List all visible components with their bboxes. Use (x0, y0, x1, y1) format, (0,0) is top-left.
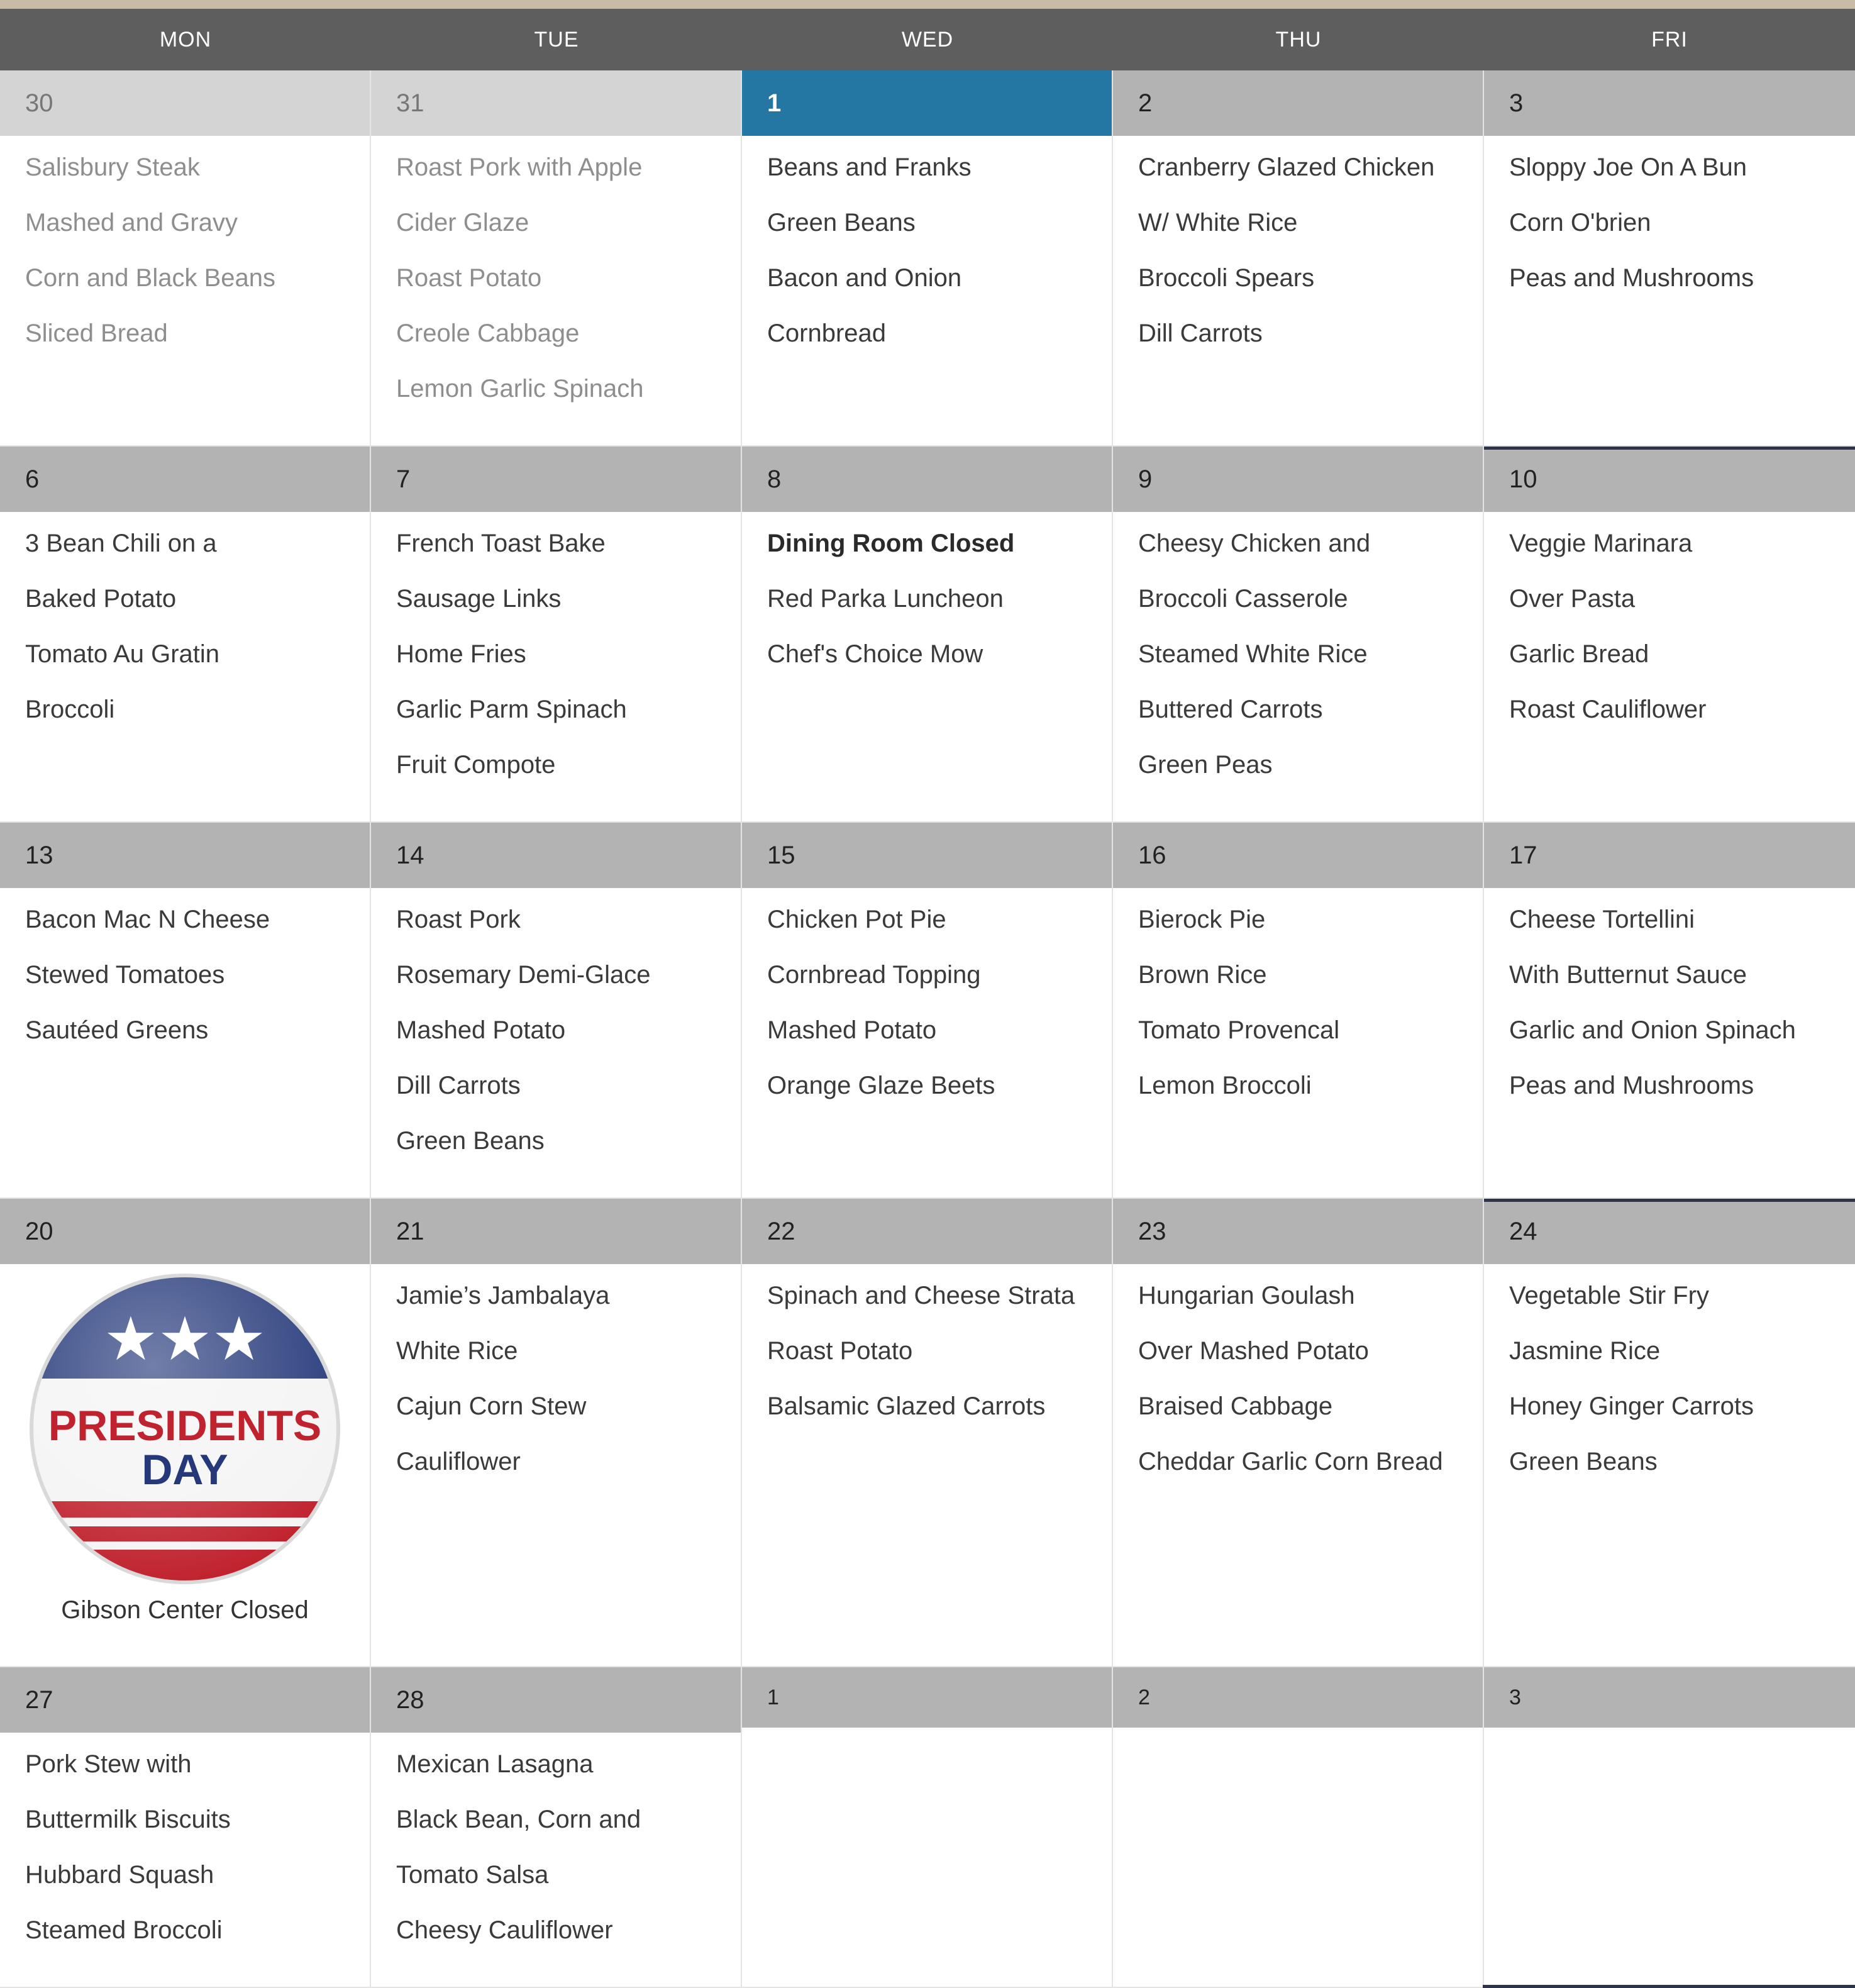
menu-item: Green Peas (1138, 751, 1273, 779)
menu-item: Cheesy Cauliflower (396, 1916, 613, 1944)
menu-item: Lemon Garlic Spinach (396, 375, 644, 403)
menu-item: Roast Cauliflower (1509, 696, 1707, 723)
menu-item: Over Mashed Potato (1138, 1337, 1369, 1365)
menu-item: Steamed White Rice (1138, 640, 1368, 668)
menu-item: Braised Cabbage (1138, 1392, 1333, 1420)
menu-item: Roast Potato (767, 1337, 913, 1365)
menu-item: Sliced Bread (25, 319, 168, 347)
day-cell[interactable] (1484, 1199, 1855, 1667)
weekday-tue: TUE (534, 27, 579, 52)
date-label: 15 (742, 823, 1112, 888)
day-cell[interactable] (1484, 447, 1855, 823)
menu-list (1113, 136, 1483, 371)
date-label: 20 (0, 1199, 370, 1264)
date-label: 16 (1113, 823, 1483, 888)
svg-text:DAY: DAY (141, 1446, 228, 1494)
menu-item: Green Beans (396, 1127, 545, 1155)
menu-list (742, 136, 1112, 371)
menu-item: Veggie Marinara (1509, 530, 1693, 557)
day-cell[interactable] (0, 823, 371, 1199)
menu-item: Cranberry Glazed Chicken (1138, 153, 1435, 181)
menu-item: Bacon and Onion (767, 264, 962, 292)
menu-item: Mashed Potato (396, 1016, 566, 1044)
menu-item: Tomato Au Gratin (25, 640, 220, 668)
menu-item: Orange Glaze Beets (767, 1072, 995, 1099)
menu-list (1484, 888, 1855, 1123)
menu-item: Mashed Potato (767, 1016, 937, 1044)
menu-item: Roast Pork with Apple (396, 153, 643, 181)
menu-item: Baked Potato (25, 585, 177, 613)
menu-list (0, 888, 370, 1068)
menu-item: White Rice (396, 1337, 518, 1365)
weekday-header (0, 9, 1855, 70)
date-label: 13 (0, 823, 370, 888)
date-label: 30 (0, 70, 370, 136)
date-label: 3 (1484, 1667, 1855, 1728)
menu-item: Cheddar Garlic Corn Bread (1138, 1448, 1443, 1475)
menu-list (1484, 1264, 1855, 1499)
day-cell[interactable] (0, 447, 371, 823)
menu-item: Corn and Black Beans (25, 264, 276, 292)
top-decorative-strip (0, 0, 1855, 9)
date-label: 9 (1113, 447, 1483, 512)
menu-item: Tomato Salsa (396, 1861, 549, 1889)
menu-item: Garlic and Onion Spinach (1509, 1016, 1796, 1044)
menu-item: Peas and Mushrooms (1509, 264, 1754, 292)
day-cell[interactable] (371, 447, 742, 823)
menu-item: Pork Stew with (25, 1750, 192, 1778)
presidents-day-badge-icon (28, 1272, 342, 1586)
menu-list (0, 1733, 370, 1968)
date-label: 27 (0, 1667, 370, 1733)
day-cell[interactable] (371, 1199, 742, 1667)
date-label: 31 (371, 70, 741, 136)
menu-item: Mashed and Gravy (25, 209, 238, 236)
menu-item: Cauliflower (396, 1448, 521, 1475)
menu-list (371, 512, 741, 802)
date-label: 7 (371, 447, 741, 512)
menu-item: Vegetable Stir Fry (1509, 1282, 1709, 1309)
week-end-marker (1484, 447, 1855, 450)
menu-item: Hungarian Goulash (1138, 1282, 1355, 1309)
menu-item: Bierock Pie (1138, 906, 1266, 933)
day-cell[interactable] (1113, 1667, 1484, 1988)
menu-item: Peas and Mushrooms (1509, 1072, 1754, 1099)
menu-list (1113, 512, 1483, 802)
menu-item: Bacon Mac N Cheese (25, 906, 270, 933)
menu-item: Cajun Corn Stew (396, 1392, 587, 1420)
svg-text:PRESIDENTS: PRESIDENTS (48, 1402, 322, 1450)
holiday-caption: Gibson Center Closed (61, 1596, 309, 1624)
day-cell[interactable] (0, 1199, 371, 1667)
menu-item: Buttered Carrots (1138, 696, 1323, 723)
date-label: 2 (1113, 70, 1483, 136)
menu-item: Sloppy Joe On A Bun (1509, 153, 1747, 181)
menu-item: Salisbury Steak (25, 153, 200, 181)
menu-item: Sausage Links (396, 585, 562, 613)
day-cell[interactable] (1113, 447, 1484, 823)
menu-item: Rosemary Demi-Glace (396, 961, 651, 989)
menu-list (742, 888, 1112, 1123)
date-label: 24 (1484, 1199, 1855, 1264)
menu-item: Jamie’s Jambalaya (396, 1282, 610, 1309)
today-date-label: 1 (742, 70, 1112, 136)
menu-item: Cornbread (767, 319, 887, 347)
menu-list (742, 512, 1112, 692)
menu-item: Black Bean, Corn and (396, 1806, 641, 1833)
menu-item: Fruit Compote (396, 751, 556, 779)
day-cell[interactable] (1113, 823, 1484, 1199)
weekday-fri: FRI (1651, 27, 1688, 52)
menu-item: Creole Cabbage (396, 319, 580, 347)
menu-item: Over Pasta (1509, 585, 1636, 613)
day-cell[interactable] (1113, 70, 1484, 447)
menu-item: W/ White Rice (1138, 209, 1298, 236)
menu-item: Stewed Tomatoes (25, 961, 225, 989)
menu-list (0, 512, 370, 747)
date-label: 23 (1113, 1199, 1483, 1264)
menu-item: Dill Carrots (1138, 319, 1263, 347)
menu-list (371, 1733, 741, 1968)
menu-item: Chef's Choice Mow (767, 640, 983, 668)
date-label: 28 (371, 1667, 741, 1733)
menu-item: Lemon Broccoli (1138, 1072, 1312, 1099)
day-cell[interactable] (742, 823, 1113, 1199)
menu-item: Cornbread Topping (767, 961, 981, 989)
date-label: 21 (371, 1199, 741, 1264)
date-label: 22 (742, 1199, 1112, 1264)
menu-item: Cheese Tortellini (1509, 906, 1695, 933)
menu-item: Red Parka Luncheon (767, 585, 1004, 613)
menu-item: Roast Potato (396, 264, 542, 292)
menu-list (371, 1264, 741, 1499)
menu-list (1113, 888, 1483, 1123)
menu-item: Mexican Lasagna (396, 1750, 594, 1778)
menu-item: Roast Pork (396, 906, 521, 933)
day-cell[interactable] (1113, 1199, 1484, 1667)
menu-item: Tomato Provencal (1138, 1016, 1340, 1044)
date-label: 3 (1484, 70, 1855, 136)
menu-item: Garlic Bread (1509, 640, 1649, 668)
day-cell[interactable] (1484, 70, 1855, 447)
holiday-block (0, 1264, 370, 1624)
week-end-marker (1484, 1199, 1855, 1202)
menu-item: Buttermilk Biscuits (25, 1806, 231, 1833)
menu-item: Chicken Pot Pie (767, 906, 946, 933)
menu-item: Broccoli Spears (1138, 264, 1315, 292)
menu-list (371, 888, 741, 1179)
menu-list (0, 136, 370, 371)
date-label: 10 (1484, 447, 1855, 512)
menu-item: 3 Bean Chili on a (25, 530, 217, 557)
menu-item: Dill Carrots (396, 1072, 521, 1099)
menu-list (742, 1264, 1112, 1444)
menu-list (1484, 136, 1855, 316)
menu-item: Steamed Broccoli (25, 1916, 223, 1944)
menu-list (371, 136, 741, 426)
menu-list (1484, 512, 1855, 747)
day-cell[interactable] (1484, 823, 1855, 1199)
menu-item: Hubbard Squash (25, 1861, 214, 1889)
date-label: 1 (742, 1667, 1112, 1728)
day-cell[interactable] (0, 70, 371, 447)
menu-item: Brown Rice (1138, 961, 1267, 989)
date-label: 14 (371, 823, 741, 888)
menu-item: French Toast Bake (396, 530, 606, 557)
day-cell[interactable] (371, 70, 742, 447)
day-cell[interactable] (742, 1199, 1113, 1667)
day-cell[interactable] (742, 1667, 1113, 1988)
menu-item: With Butternut Sauce (1509, 961, 1747, 989)
menu-item: Home Fries (396, 640, 526, 668)
day-cell[interactable] (1484, 1667, 1855, 1988)
menu-item: Cheesy Chicken and (1138, 530, 1371, 557)
weekday-thu: THU (1275, 27, 1322, 52)
menu-item: Balsamic Glazed Carrots (767, 1392, 1046, 1420)
menu-item: Green Beans (767, 209, 916, 236)
day-cell[interactable] (742, 70, 1113, 447)
day-cell[interactable] (371, 823, 742, 1199)
day-cell[interactable] (371, 1667, 742, 1988)
menu-item: Dining Room Closed (767, 530, 1015, 557)
menu-item: Cider Glaze (396, 209, 529, 236)
menu-item: Garlic Parm Spinach (396, 696, 627, 723)
menu-item: Corn O'brien (1509, 209, 1651, 236)
svg-text:★★★: ★★★ (103, 1304, 267, 1374)
day-cell[interactable] (742, 447, 1113, 823)
menu-item: Honey Ginger Carrots (1509, 1392, 1754, 1420)
menu-item: Broccoli (25, 696, 115, 723)
week-end-marker (1483, 1985, 1855, 1988)
weekday-mon: MON (159, 27, 212, 52)
date-label: 8 (742, 447, 1112, 512)
weekday-wed: WED (901, 27, 954, 52)
menu-list (1113, 1264, 1483, 1499)
menu-item: Spinach and Cheese Strata (767, 1282, 1075, 1309)
menu-item: Beans and Franks (767, 153, 972, 181)
menu-item: Sautéed Greens (25, 1016, 209, 1044)
day-cell[interactable] (0, 1667, 371, 1988)
date-label: 2 (1113, 1667, 1483, 1728)
date-label: 6 (0, 447, 370, 512)
menu-item: Jasmine Rice (1509, 1337, 1661, 1365)
menu-item: Broccoli Casserole (1138, 585, 1348, 613)
menu-item: Green Beans (1509, 1448, 1658, 1475)
calendar-grid (0, 70, 1855, 1988)
date-label: 17 (1484, 823, 1855, 888)
